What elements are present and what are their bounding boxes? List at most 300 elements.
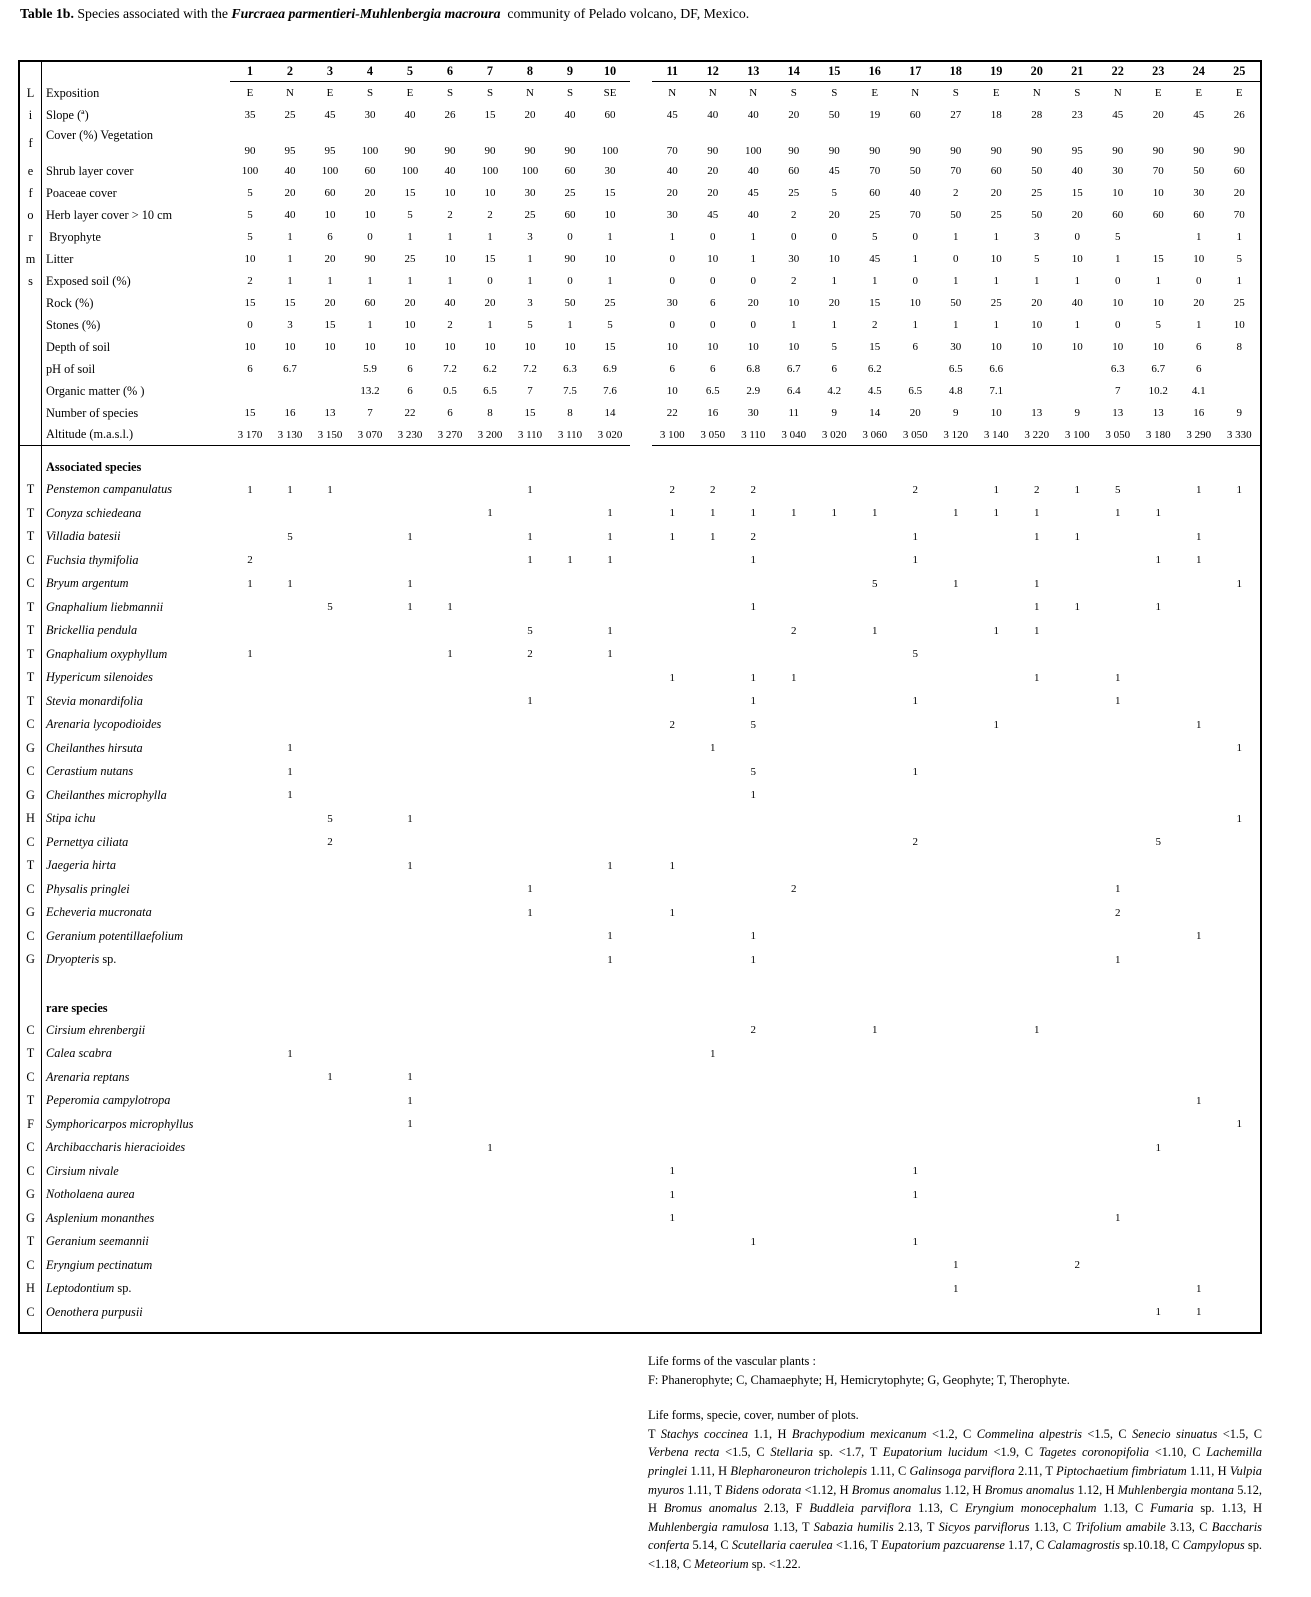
env-value: 25 [604, 297, 616, 309]
cover-value: 1 [247, 648, 253, 661]
cover-value: 1 [607, 624, 613, 637]
cover-value [590, 713, 630, 737]
cover-value [430, 1019, 470, 1043]
column-gap [630, 1042, 652, 1066]
cover-value [855, 737, 896, 761]
footnote-text-run: sp. <1.22. [748, 1557, 801, 1572]
cover-value [693, 854, 734, 878]
cover-value [390, 1301, 430, 1325]
cover-value [733, 737, 774, 761]
column-gap [630, 104, 652, 126]
cover-value [936, 1136, 977, 1160]
env-value: N [911, 87, 920, 99]
env-value: 1 [1155, 275, 1161, 287]
env-value: 20 [707, 187, 719, 199]
footnote-text-run: <1.9, C [987, 1445, 1039, 1460]
cover-value [430, 1301, 470, 1325]
cover-value [814, 784, 855, 808]
lifeform-vertical-letter [20, 292, 42, 314]
env-value: 10 [364, 209, 376, 221]
cover-value: 1 [1115, 953, 1121, 966]
env-value: 90 [909, 145, 921, 157]
cover-value: 1 [710, 742, 716, 755]
column-gap [630, 270, 652, 292]
cover-value [774, 1160, 815, 1184]
cover-value [976, 1136, 1017, 1160]
cover-value [350, 713, 390, 737]
env-value: 35 [244, 109, 256, 121]
cover-value [550, 713, 590, 737]
env-value: 6.7 [786, 363, 801, 375]
column-gap [630, 336, 652, 358]
cover-value [652, 619, 693, 643]
cover-value: 1 [607, 507, 613, 520]
cover-value [1017, 760, 1058, 784]
column-gap [630, 82, 652, 104]
col-number: 7 [470, 62, 510, 82]
cover-value [693, 1113, 734, 1137]
cover-value [774, 549, 815, 573]
env-value: 30 [524, 187, 536, 199]
cover-value [1138, 737, 1179, 761]
cover-value: 1 [791, 507, 797, 520]
cover-value [1098, 831, 1139, 855]
cover-value [774, 1301, 815, 1325]
cover-value [590, 1113, 630, 1137]
footnote-species-name: Piptochaetium fimbriatum [1056, 1464, 1187, 1479]
env-value: 40 [747, 209, 759, 221]
env-row [20, 204, 1260, 226]
cover-value [510, 1301, 550, 1325]
cover-value [693, 925, 734, 949]
lifeform-letter: H [20, 807, 42, 831]
lifeform-vertical-letter: r [20, 226, 42, 248]
cover-value [814, 737, 855, 761]
footnote-species-name: Commelina alpestris [976, 1426, 1082, 1441]
cover-value: 1 [487, 1141, 493, 1154]
env-value: 60 [324, 187, 336, 199]
cover-value [590, 478, 630, 502]
col-number: 15 [814, 62, 855, 82]
cover-value [1057, 1230, 1098, 1254]
cover-value [774, 1113, 815, 1137]
cover-value [1057, 1113, 1098, 1137]
env-value: 0 [791, 231, 797, 243]
cover-value: 1 [1115, 1212, 1121, 1225]
env-value: 7.2 [443, 363, 457, 375]
cover-value: 2 [247, 554, 253, 567]
species-name: Geranium potentillaefolium [46, 928, 183, 943]
env-value: 6 [669, 363, 675, 375]
cover-value [693, 807, 734, 831]
cover-value [1219, 1019, 1260, 1043]
cover-value [1017, 1042, 1058, 1066]
cover-value [1098, 596, 1139, 620]
cover-value [1017, 1089, 1058, 1113]
cover-value [1057, 807, 1098, 831]
species-row [20, 948, 1260, 972]
cover-value [895, 572, 936, 596]
cover-value: 1 [1074, 483, 1080, 496]
cover-value [1057, 1207, 1098, 1231]
env-value: 14 [869, 407, 881, 419]
species-row [20, 502, 1260, 526]
cover-value: 1 [912, 530, 918, 543]
cover-value [855, 854, 896, 878]
lifeform-letter: C [20, 572, 42, 596]
footnote-species-name: Sicyos parviflorus [938, 1519, 1030, 1534]
lifeform-column-spacer [20, 972, 42, 1019]
cover-value [936, 1160, 977, 1184]
cover-value [590, 807, 630, 831]
cover-value: 1 [607, 530, 613, 543]
env-value: 10 [564, 341, 576, 353]
column-gap [630, 1207, 652, 1231]
cover-value [814, 1301, 855, 1325]
cover-value [895, 807, 936, 831]
cover-value [310, 854, 350, 878]
cover-value [855, 1301, 896, 1325]
cover-value [510, 784, 550, 808]
cover-value [814, 1042, 855, 1066]
env-value: 3 [287, 319, 293, 331]
cover-value [1098, 1089, 1139, 1113]
env-value: 20 [324, 297, 336, 309]
cover-value [590, 666, 630, 690]
species-name: Pernettya ciliata [46, 834, 129, 849]
cover-value [693, 549, 734, 573]
env-value: 1 [567, 319, 573, 331]
cover-value [390, 713, 430, 737]
cover-value [510, 1042, 550, 1066]
env-value: 1 [993, 319, 999, 331]
cover-value [470, 901, 510, 925]
cover-value [1017, 854, 1058, 878]
species-name-cell [42, 1277, 230, 1301]
env-value: S [446, 87, 454, 99]
cover-value [230, 525, 270, 549]
species-name: Brickellia pendula [46, 623, 138, 638]
env-value: 45 [828, 165, 840, 177]
cover-value [430, 1230, 470, 1254]
col-number: 4 [350, 62, 390, 82]
env-value: 1 [953, 231, 959, 243]
column-gap [630, 1230, 652, 1254]
cover-value [652, 1066, 693, 1090]
env-value: 9 [1074, 407, 1080, 419]
cover-value [1138, 784, 1179, 808]
column-gap [630, 160, 652, 182]
env-value [1057, 380, 1098, 402]
env-value: 10 [707, 253, 719, 265]
lifeform-vertical-letter: f [20, 182, 42, 204]
env-value: 13.2 [360, 385, 380, 397]
col-number: 19 [976, 62, 1017, 82]
cover-value [1219, 549, 1260, 573]
lifeform-vertical-letter [20, 424, 42, 446]
cover-value [814, 525, 855, 549]
env-row-label: pH of soil [46, 361, 96, 376]
cover-value: 1 [1196, 718, 1202, 731]
cover-value [390, 901, 430, 925]
footnote-text-run: <1.16, T [832, 1538, 882, 1553]
env-value: 6 [710, 363, 716, 375]
column-gap [630, 1277, 652, 1301]
env-value: 27 [950, 109, 962, 121]
env-value: 3 100 [652, 424, 693, 446]
cover-value [270, 1160, 310, 1184]
cover-value: 1 [1155, 554, 1161, 567]
env-value: 0 [831, 231, 837, 243]
cover-value [652, 784, 693, 808]
cover-value [936, 666, 977, 690]
cover-value [976, 1254, 1017, 1278]
cover-value [814, 1160, 855, 1184]
lifeform-letter: C [20, 1254, 42, 1278]
lifeform-letter: C [20, 1019, 42, 1043]
cover-value [350, 737, 390, 761]
cover-value [390, 1019, 430, 1043]
env-value: 20 [364, 187, 376, 199]
cover-value [1098, 854, 1139, 878]
env-value: 95 [324, 145, 336, 157]
cover-value [310, 619, 350, 643]
cover-value: 1 [1034, 577, 1040, 590]
species-row [20, 549, 1260, 573]
env-value: 15 [484, 253, 496, 265]
cover-value [390, 948, 430, 972]
cover-value: 1 [407, 1094, 413, 1107]
env-value: 100 [521, 165, 539, 177]
cover-value [350, 1183, 390, 1207]
cover-value [310, 760, 350, 784]
cover-value [510, 807, 550, 831]
cover-value [814, 925, 855, 949]
env-value: 20 [788, 109, 800, 121]
env-value: 10 [666, 385, 678, 397]
footnote-spacer [648, 1389, 1262, 1406]
env-value: 3 230 [390, 424, 430, 446]
cover-value [430, 1254, 470, 1278]
env-value: 0 [669, 253, 675, 265]
footnote-text-run: <1.12, H [801, 1482, 852, 1497]
env-row-label: Stones (%) [46, 317, 101, 332]
cover-value [470, 807, 510, 831]
column-gap [630, 784, 652, 808]
cover-value [936, 690, 977, 714]
env-value: 70 [869, 165, 881, 177]
cover-value [230, 690, 270, 714]
species-name-cell [42, 1089, 230, 1113]
cover-value [976, 1113, 1017, 1137]
cover-value [652, 807, 693, 831]
env-value: 15 [484, 109, 496, 121]
cover-value [1179, 878, 1220, 902]
cover-value [510, 1160, 550, 1184]
cover-value [814, 643, 855, 667]
env-row-label: Exposed soil (%) [46, 273, 131, 288]
env-value: 50 [1031, 165, 1043, 177]
cover-value [936, 925, 977, 949]
cover-value [310, 690, 350, 714]
cover-value [310, 1019, 350, 1043]
env-value: 6.9 [603, 363, 617, 375]
cover-value [590, 690, 630, 714]
cover-value [390, 1254, 430, 1278]
species-name: Cirsium ehrenbergii [46, 1022, 146, 1037]
cover-value [1017, 1183, 1058, 1207]
env-value: 6 [407, 385, 413, 397]
env-row [20, 424, 1260, 446]
cover-value [430, 760, 470, 784]
env-value: 25 [284, 109, 296, 121]
cover-value [976, 1089, 1017, 1113]
cover-value [733, 1066, 774, 1090]
cover-value [733, 1254, 774, 1278]
cover-value [936, 1089, 977, 1113]
lifeform-letter: G [20, 1183, 42, 1207]
cover-value [1138, 1230, 1179, 1254]
cover-value [1138, 666, 1179, 690]
column-gap [630, 737, 652, 761]
cover-value [470, 1160, 510, 1184]
cover-value [774, 1019, 815, 1043]
cover-value [652, 737, 693, 761]
env-value: S [1074, 87, 1081, 99]
species-row [20, 596, 1260, 620]
lifeform-vertical-letter [20, 402, 42, 424]
lifeform-vertical-letter: i [20, 104, 42, 126]
species-name: Asplenium monanthes [46, 1210, 155, 1225]
cover-value [1219, 643, 1260, 667]
env-value: 10 [444, 253, 456, 265]
cover-value [470, 478, 510, 502]
env-value: 30 [604, 165, 616, 177]
cover-value [774, 737, 815, 761]
cover-value [350, 948, 390, 972]
env-value: 6.2 [483, 363, 497, 375]
cover-value [1098, 525, 1139, 549]
cover-value [1138, 1160, 1179, 1184]
env-value: 20 [404, 297, 416, 309]
cover-value [1017, 1277, 1058, 1301]
cover-value [976, 901, 1017, 925]
env-value: 90 [1233, 145, 1245, 157]
footnote-species-name: Scutellaria caerulea [731, 1538, 833, 1553]
env-value: 4.5 [867, 385, 882, 397]
env-value: 10 [788, 341, 800, 353]
cover-value [895, 854, 936, 878]
species-name-cell [42, 1301, 230, 1325]
species-name-cell [42, 925, 230, 949]
env-value: 2 [487, 209, 493, 221]
cover-value [774, 572, 815, 596]
env-value: 30 [1193, 187, 1205, 199]
cover-value [855, 901, 896, 925]
cover-value: 1 [407, 577, 413, 590]
column-gap [630, 807, 652, 831]
cover-value [1098, 549, 1139, 573]
env-value: 20 [828, 297, 840, 309]
env-value: 10 [1071, 341, 1083, 353]
column-gap [630, 292, 652, 314]
species-row [20, 1183, 1260, 1207]
species-name-cell [42, 666, 230, 690]
footnote-text-run: <1.5, C [1217, 1426, 1262, 1441]
env-value: 5 [1034, 253, 1040, 265]
env-value: 10 [707, 341, 719, 353]
cover-value [855, 1089, 896, 1113]
env-value: 40 [284, 165, 296, 177]
cover-value [390, 1160, 430, 1184]
env-value: 25 [990, 297, 1002, 309]
env-value [1017, 358, 1058, 380]
env-value: 10 [484, 341, 496, 353]
cover-value: 1 [327, 483, 333, 496]
cover-value [936, 831, 977, 855]
cover-value [693, 1089, 734, 1113]
cover-value [895, 784, 936, 808]
lifeform-letter: G [20, 1207, 42, 1231]
cover-value [310, 1089, 350, 1113]
cover-value [1098, 643, 1139, 667]
cover-value [1017, 1066, 1058, 1090]
env-value: 15 [244, 297, 256, 309]
species-name: Arenaria reptans [46, 1069, 130, 1084]
cover-value [814, 1207, 855, 1231]
cover-value [1219, 854, 1260, 878]
cover-value: 1 [1034, 601, 1040, 614]
cover-value [470, 1301, 510, 1325]
cover-value [895, 1136, 936, 1160]
cover-value [310, 1230, 350, 1254]
lifeform-letter: C [20, 1160, 42, 1184]
env-value: 70 [1233, 209, 1245, 221]
env-value: 60 [788, 165, 800, 177]
footnote-species-name: Sabazia humilis [813, 1519, 894, 1534]
cover-value [470, 737, 510, 761]
env-value: 10 [1152, 297, 1164, 309]
cover-value [390, 760, 430, 784]
footnote-species-name: Stachys coccinea [660, 1426, 749, 1441]
cover-value [895, 1019, 936, 1043]
env-value: 45 [747, 187, 759, 199]
cover-value [430, 502, 470, 526]
cover-value [1179, 596, 1220, 620]
env-value: 13 [1031, 407, 1043, 419]
env-value: 45 [666, 109, 678, 121]
species-name: Gnaphalium liebmannii [46, 599, 164, 614]
cover-value [350, 502, 390, 526]
col-number: 23 [1138, 62, 1179, 82]
cover-value [976, 1183, 1017, 1207]
cover-value [1098, 1042, 1139, 1066]
cover-value [270, 878, 310, 902]
species-row [20, 784, 1260, 808]
cover-value [1098, 737, 1139, 761]
lifeform-letter: G [20, 784, 42, 808]
env-row [20, 160, 1260, 182]
cover-value [976, 690, 1017, 714]
lifeform-letter: T [20, 1089, 42, 1113]
env-value: 7 [367, 407, 373, 419]
species-name-cell [42, 1207, 230, 1231]
cover-value [1098, 1230, 1139, 1254]
footnote-text-run: sp. 1.13, H [1193, 1501, 1263, 1516]
cover-value [693, 878, 734, 902]
cover-value: 1 [912, 1188, 918, 1201]
column-gap [630, 502, 652, 526]
